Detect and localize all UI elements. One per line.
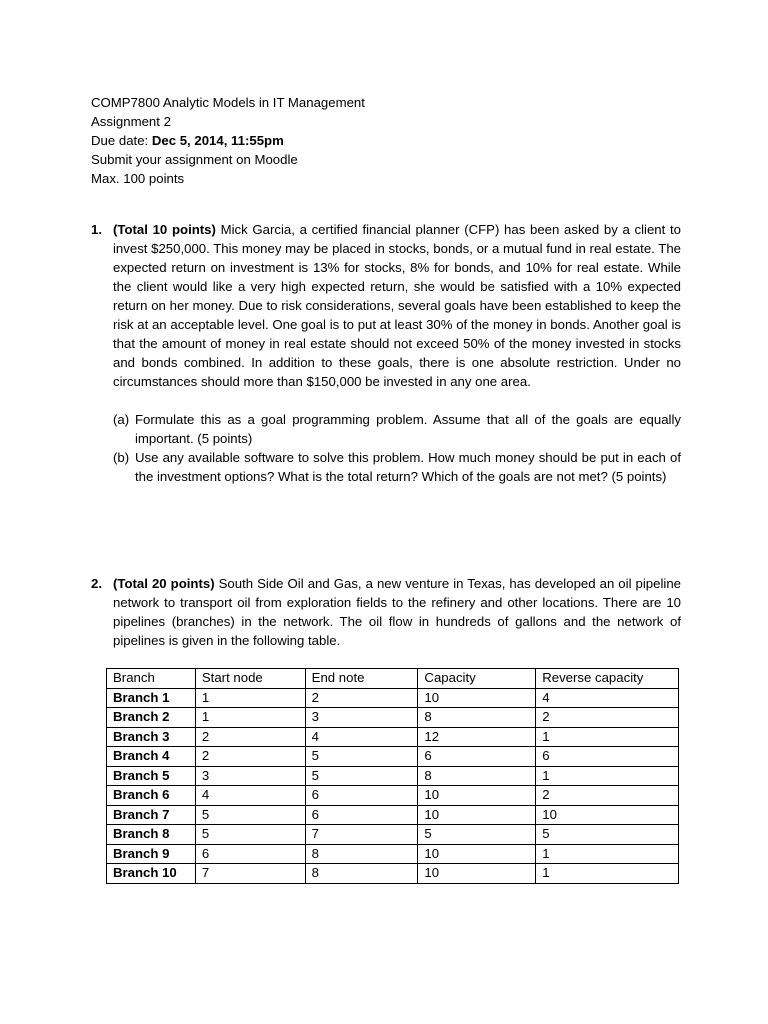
start-node-cell: 6 <box>195 844 305 864</box>
branch-cell: Branch 9 <box>107 844 196 864</box>
branch-cell: Branch 8 <box>107 825 196 845</box>
start-node-cell: 2 <box>195 727 305 747</box>
capacity-cell: 6 <box>418 747 536 767</box>
reverse-capacity-cell: 1 <box>536 864 679 884</box>
table-row <box>107 786 679 806</box>
table-row <box>107 747 679 767</box>
start-node-cell: 5 <box>195 825 305 845</box>
capacity-cell: 5 <box>418 825 536 845</box>
capacity-cell: 10 <box>418 805 536 825</box>
part-a-label: (a) <box>113 412 130 427</box>
reverse-capacity-cell: 1 <box>536 844 679 864</box>
branch-cell: Branch 2 <box>107 708 196 728</box>
column-header: Capacity <box>418 669 536 689</box>
capacity-cell: 10 <box>418 844 536 864</box>
end-node-cell: 6 <box>305 786 418 806</box>
part-a-text: Formulate this as a goal programming problem. Assume that all of the goals are equally important. (5 points) <box>135 412 681 446</box>
table-row <box>107 805 679 825</box>
end-node-cell: 8 <box>305 844 418 864</box>
capacity-cell: 10 <box>418 786 536 806</box>
table-row <box>107 688 679 708</box>
capacity-cell: 10 <box>418 688 536 708</box>
start-node-cell: 5 <box>195 805 305 825</box>
end-node-cell: 5 <box>305 766 418 786</box>
end-node-cell: 5 <box>305 747 418 767</box>
reverse-capacity-cell: 2 <box>536 708 679 728</box>
start-node-cell: 1 <box>195 708 305 728</box>
capacity-cell: 12 <box>418 727 536 747</box>
question-1 <box>91 220 681 486</box>
table-header-row <box>107 669 679 689</box>
reverse-capacity-cell: 6 <box>536 747 679 767</box>
capacity-cell: 8 <box>418 708 536 728</box>
due-date-value: Dec 5, 2014, 11:55pm <box>151 133 284 148</box>
table-row <box>107 766 679 786</box>
reverse-capacity-cell: 1 <box>536 766 679 786</box>
branch-cell: Branch 5 <box>107 766 196 786</box>
course-title: COMP7800 Analytic Models in IT Management <box>91 95 365 110</box>
start-node-cell: 4 <box>195 786 305 806</box>
end-node-cell: 7 <box>305 825 418 845</box>
column-header: Branch <box>107 669 196 689</box>
capacity-cell: 10 <box>418 864 536 884</box>
end-node-cell: 3 <box>305 708 418 728</box>
assignment-number: Assignment 2 <box>91 114 171 129</box>
branch-cell: Branch 4 <box>107 747 196 767</box>
branch-cell: Branch 1 <box>107 688 196 708</box>
table-row <box>107 825 679 845</box>
end-node-cell: 2 <box>305 688 418 708</box>
question-1-parts <box>113 410 681 486</box>
question-1-points: (Total 10 points) <box>113 222 216 237</box>
table-row <box>107 708 679 728</box>
column-header: Reverse capacity <box>536 669 679 689</box>
start-node-cell: 3 <box>195 766 305 786</box>
question-2-body <box>113 574 681 650</box>
reverse-capacity-cell: 1 <box>536 727 679 747</box>
capacity-cell: 8 <box>418 766 536 786</box>
column-header: Start node <box>195 669 305 689</box>
reverse-capacity-cell: 5 <box>536 825 679 845</box>
submit-instruction: Submit your assignment on Moodle <box>91 152 298 167</box>
start-node-cell: 1 <box>195 688 305 708</box>
reverse-capacity-cell: 4 <box>536 688 679 708</box>
due-date-label: Due date: <box>91 133 152 148</box>
question-2-points: (Total 20 points) <box>113 576 215 591</box>
branch-cell: Branch 7 <box>107 805 196 825</box>
part-b-label: (b) <box>113 450 130 465</box>
question-1-number: 1. <box>91 222 102 237</box>
question-1-part-b <box>113 448 681 486</box>
question-2-text: South Side Oil and Gas, a new venture in Texas, has developed an oil pipeline network to transport oil from exploration fields to the refinery and other locations. There are 10 pipelines (branches) in the network. The oil flow in hundreds of gallons and the network of pipelines is given in the following table. <box>113 576 681 648</box>
question-1-part-a <box>113 410 681 448</box>
branch-cell: Branch 3 <box>107 727 196 747</box>
question-1-text: Mick Garcia, a certified financial planner (CFP) has been asked by a client to invest $250,000. This money may be placed in stocks, bonds, or a mutual fund in real estate. The expected return on investment is 13% for stocks, 8% for bonds, and 10% for real estate. While the client would like a very high expected return, she would be satisfied with a 10% expected return on her money. Due to risk considerations, several goals have been established to keep the risk at an acceptable level. One goal is to put at least 30% of the money in bonds. Another goal is that the amount of money in real estate should not exceed 50% of the money invested in stocks and bonds combined. In addition to these goals, there is one absolute restriction. Under no circumstances should more than $150,000 be invested in any one area. <box>113 222 681 389</box>
question-2-number: 2. <box>91 576 102 591</box>
branch-cell: Branch 6 <box>107 786 196 806</box>
pipeline-table <box>106 668 679 884</box>
branch-cell: Branch 10 <box>107 864 196 884</box>
start-node-cell: 2 <box>195 747 305 767</box>
question-1-body <box>113 220 681 391</box>
due-date-line <box>91 131 691 150</box>
table-row <box>107 844 679 864</box>
column-header: End note <box>305 669 418 689</box>
end-node-cell: 4 <box>305 727 418 747</box>
end-node-cell: 8 <box>305 864 418 884</box>
assignment-header <box>91 93 691 188</box>
table-row <box>107 864 679 884</box>
table-row <box>107 727 679 747</box>
part-b-text: Use any available software to solve this problem. How much money should be put in each of the investment options? What is the total return? Which of the goals are not met? (5 points) <box>135 450 681 484</box>
end-node-cell: 6 <box>305 805 418 825</box>
reverse-capacity-cell: 2 <box>536 786 679 806</box>
start-node-cell: 7 <box>195 864 305 884</box>
max-points: Max. 100 points <box>91 171 185 186</box>
question-2 <box>91 574 681 650</box>
reverse-capacity-cell: 10 <box>536 805 679 825</box>
